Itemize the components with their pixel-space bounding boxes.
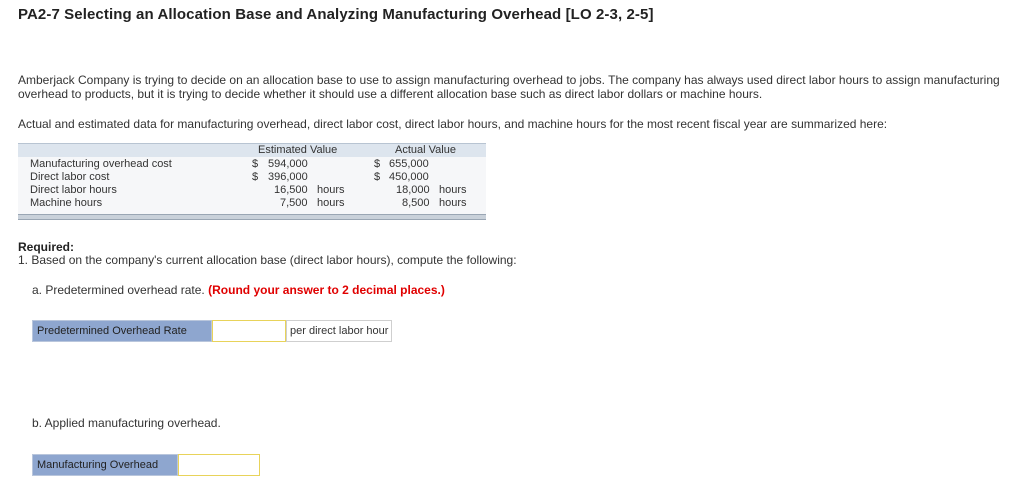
row-label: Manufacturing overhead cost [30, 158, 172, 170]
est-unit: hours [317, 197, 345, 209]
rounding-note: (Round your answer to 2 decimal places.) [208, 283, 445, 297]
header-estimated: Estimated Value [258, 144, 338, 156]
question-1a [32, 283, 445, 297]
row-label: Direct labor hours [30, 184, 117, 196]
act-value: 655,000 [389, 158, 429, 170]
est-prefix: $ [252, 158, 259, 170]
act-value: 18,000 [396, 184, 430, 196]
act-value: 8,500 [402, 197, 430, 209]
est-value: 7,500 [280, 197, 308, 209]
predetermined-rate-input[interactable] [212, 320, 286, 342]
question-1a-text: a. Predetermined overhead rate. [32, 283, 205, 297]
question-1b: b. Applied manufacturing overhead. [32, 416, 221, 430]
act-unit: hours [439, 197, 467, 209]
data-table [18, 143, 486, 220]
manufacturing-overhead-input[interactable] [178, 454, 260, 476]
manufacturing-overhead-label: Manufacturing Overhead [32, 454, 178, 476]
act-prefix: $ [374, 158, 381, 170]
table-body [18, 157, 486, 214]
act-value: 450,000 [389, 171, 429, 183]
predetermined-rate-label: Predetermined Overhead Rate [32, 320, 212, 342]
rate-unit-label: per direct labor hour [286, 320, 392, 342]
est-value: 396,000 [268, 171, 308, 183]
est-value: 16,500 [274, 184, 308, 196]
est-prefix: $ [252, 171, 259, 183]
required-heading: Required: [18, 240, 75, 254]
table-footer-bar [18, 214, 486, 220]
header-actual: Actual Value [395, 144, 456, 156]
act-unit: hours [439, 184, 467, 196]
est-unit: hours [317, 184, 345, 196]
question-1: 1. Based on the company's current allocation base (direct labor hours), compute the following: [18, 253, 517, 267]
intro-paragraph: Amberjack Company is trying to decide on an allocation base to use to assign manufacturing overhead to jobs. The company has always used direct labor hours to assign manufacturing overhead to products, but it is trying to decide whether it should use a different allocation base such as direct labor dollars or machine hours. [18, 73, 1000, 101]
row-label: Direct labor cost [30, 171, 110, 183]
act-prefix: $ [374, 171, 381, 183]
answer-row-b [32, 454, 260, 476]
row-label: Machine hours [30, 197, 103, 209]
answer-row-a [32, 320, 392, 342]
problem-title: PA2-7 Selecting an Allocation Base and Analyzing Manufacturing Overhead [LO 2-3, 2-5] [18, 6, 654, 23]
data-intro-paragraph: Actual and estimated data for manufacturing overhead, direct labor cost, direct labor hours, and machine hours for the most recent fiscal year are summarized here: [18, 117, 888, 131]
est-value: 594,000 [268, 158, 308, 170]
table-header-row [18, 143, 486, 157]
